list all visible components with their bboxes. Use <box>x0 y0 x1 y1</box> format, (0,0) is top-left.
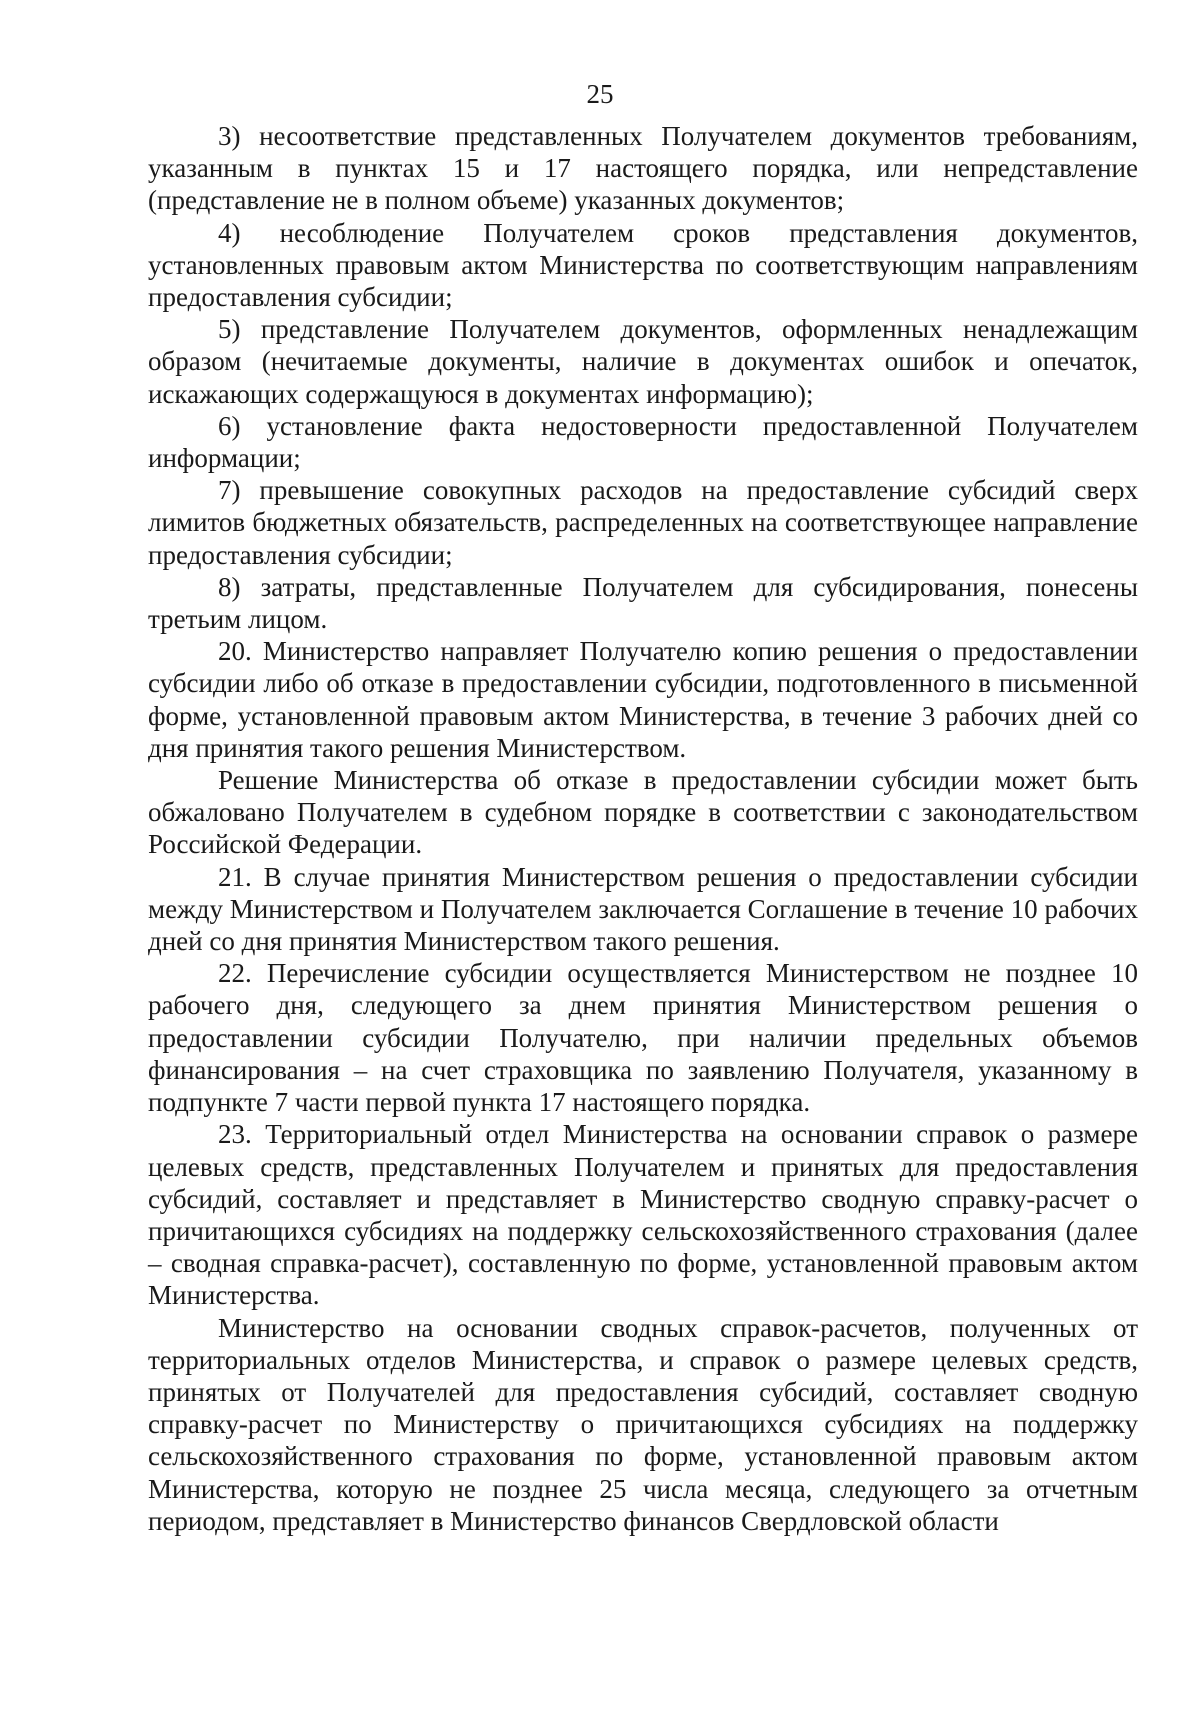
paragraph-item-7: 7) превышение совокупных расходов на предоставление субсидий сверх лимитов бюджетных обязательств, распределенных на соответствующее направление предоставления субсидии; <box>148 475 1138 570</box>
paragraph-item-5: 5) представление Получателем документов, оформленных ненадлежащим образом (нечитаемые документы, наличие в документах ошибок и опечаток, искажающих содержащуюся в документах информацию); <box>148 314 1138 409</box>
paragraph-clause-23: 23. Территориальный отдел Министерства на основании справок о размере целевых средств, представленных Получателем и принятых для предоставления субсидий, составляет и представляет в Министерство сводную справку-расчет о причитающихся субсидиях на поддержку сельскохозяйственного страхования (далее – сводная справка-расчет), составленную по форме, установленной правовым актом Министерства. <box>148 1119 1138 1311</box>
paragraph-item-6: 6) установление факта недостоверности предоставленной Получателем информации; <box>148 410 1138 474</box>
paragraph-ministry-summary: Министерство на основании сводных справок-расчетов, полученных от территориальных отделов Министерства, и справок о размере целевых средств, принятых от Получателей для предоставления субсидий, составляет сводную справку-расчет по Министерству о причитающихся субсидиях на поддержку сельскохозяйственного страхования по форме, установленной правовым актом Министерства, которую не позднее 25 числа месяца, следующего за отчетным периодом, представляет в Министерство финансов Свердловской области <box>148 1312 1138 1536</box>
paragraph-appeal: Решение Министерства об отказе в предоставлении субсидии может быть обжаловано Получателем в судебном порядке в соответствии с законодательством Российской Федерации. <box>148 765 1138 860</box>
paragraph-item-3: 3) несоответствие представленных Получателем документов требованиям, указанным в пунктах 15 и 17 настоящего порядка, или непредставление (представление не в полном объеме) указанных документов; <box>148 121 1138 216</box>
paragraph-clause-21: 21. В случае принятия Министерством решения о предоставлении субсидии между Министерством и Получателем заключается Соглашение в течение 10 рабочих дней со дня принятия Министерством такого решения. <box>148 861 1138 957</box>
paragraph-item-8: 8) затраты, представленные Получателем для субсидирования, понесены третьим лицом. <box>148 571 1138 635</box>
paragraph-item-4: 4) несоблюдение Получателем сроков представления документов, установленных правовым актом Министерства по соответствующим направлениям предоставления субсидии; <box>148 217 1138 313</box>
document-body <box>148 120 1138 1537</box>
paragraph-clause-20: 20. Министерство направляет Получателю копию решения о предоставлении субсидии либо об отказе в предоставлении субсидии, подготовленного в письменной форме, установленной правовым актом Министерства, в течение 3 рабочих дней со дня принятия такого решения Министерством. <box>148 636 1138 763</box>
paragraph-clause-22: 22. Перечисление субсидии осуществляется Министерством не позднее 10 рабочего дня, следующего за днем принятия Министерством решения о предоставлении субсидии Получателю, при наличии предельных объемов финансирования – на счет страховщика по заявлению Получателя, указанному в подпункте 7 части первой пункта 17 настоящего порядка. <box>148 958 1138 1118</box>
page-number: 25 <box>586 79 614 109</box>
